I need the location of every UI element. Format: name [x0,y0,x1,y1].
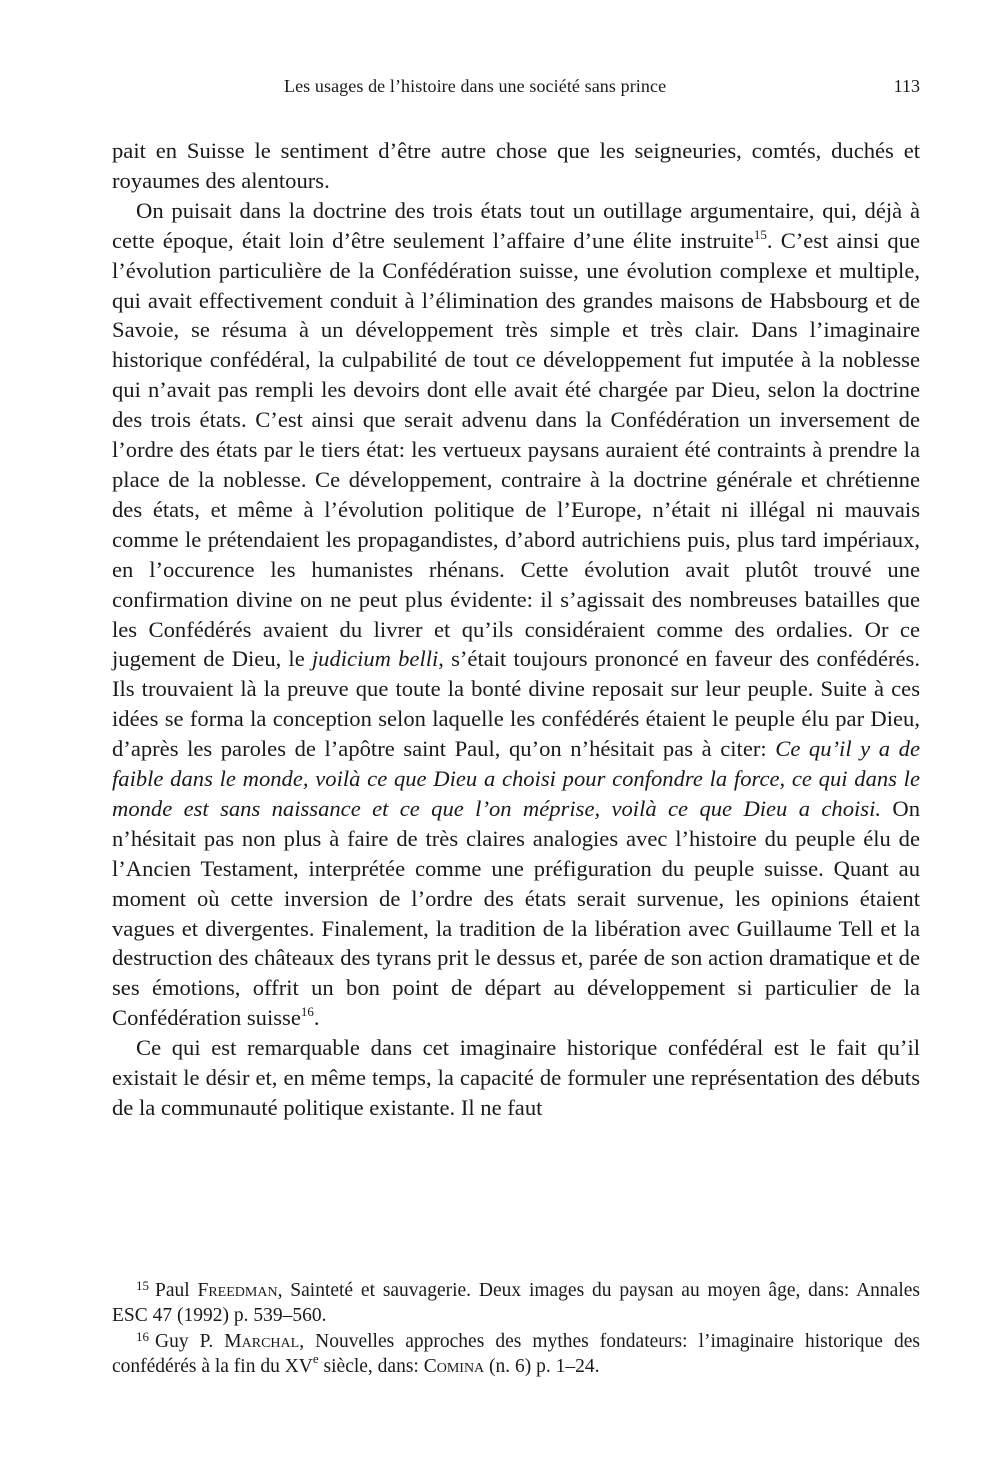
running-title: Les usages de l’histoire dans une société sans prince [284,76,667,96]
page-number: 113 [893,76,920,96]
running-head [112,76,920,100]
footnote-15: $^{15}$ Paul Freedman, Sainteté et sauvagerie. Deux images du paysan au moyen âge, dans: Annales ESC 47 (1992) p. 539–560. [112,1278,920,1326]
footnote-16: $^{16}$ Guy P. Marchal, Nouvelles approches des mythes fondateurs: l’imaginaire historique des confédérés à la fin du XVe siècle, dans: Comina (n. 6) p. 1–24. [112,1329,920,1377]
paragraph-2: On puisait dans la doctrine des trois états tout un outillage argumentaire, qui, déjà à cette époque, était loin d’être seulement l’affaire d’une élite instruite$^{15}$. C’est ainsi que l’évolution particulière de la Confédération suisse, une évolution complexe et multiple, qui avait effectivement conduit à l’élimination des grandes maisons de Habsbourg et de Savoie, se résuma à un développement très simple et très clair. Dans l’imaginaire historique confédéral, la culpabilité de tout ce développement fut imputée à la noblesse qui n’avait pas rempli les devoirs dont elle avait été chargée par Dieu, selon la doctrine des trois états. C’est ainsi que serait advenu dans la Confédération un inversement de l’ordre des états par le tiers état: les vertueux paysans auraient été contraints à prendre la place de la noblesse. Ce développement, contraire à la doctrine générale et chrétienne des états, et même à l’évolution politique de l’Europe, n’était ni illégal ni mauvais comme le prétendaient les propagandistes, d’abord autrichiens puis, plus tard impériaux, en l’occurence les humanistes rhénans. Cette évolution avait plutôt trouvé une confirmation divine on ne peut plus évidente: il s’agissait des nombreuses batailles que les Confédérés avaient du livrer et qu’ils considéraient comme des ordalies. Or ce jugement de Dieu, le judicium belli, s’était toujours prononcé en faveur des confédérés. Ils trouvaient là la preuve que toute la bonté divine reposait sur leur peuple. Suite à ces idées se forma la conception selon laquelle les confédérés étaient le peuple élu par Dieu, d’après les paroles de l’apôtre saint Paul, qu’on n’hésitait pas à citer: Ce qu’il y a de faible dans le monde, voilà ce que Dieu a choisi pour confondre la force, ce qui dans le monde est sans naissance et ce que l’on méprise, voilà ce que Dieu a choisi. On n’hésitait pas non plus à faire de très claires analogies avec l’histoire du peuple élu de l’Ancien Testament, interprétée comme une préfiguration du peuple suisse. Quant au moment où cette inversion de l’ordre des états serait survenue, les opinions étaient vagues et divergentes. Finalement, la tradition de la libération avec Guillaume Tell et la destruction des châteaux des tyrans prit le dessus et, parée de son action dramatique et de ses émotions, offrit un bon point de départ au développement si particulier de la Confédération suisse$^{16}$. [112,197,921,1031]
paragraph-1: pait en Suisse le sentiment d’être autre chose que les seigneuries, comtés, duchés et royaumes des alentours. [112,138,920,193]
italic-judicium-belli: judicium belli [311,646,439,672]
footnotes [112,1279,920,1381]
footnote-ref-16: 16 [300,1004,314,1020]
italic-quotation: Ce qu’il y a de faible dans le monde, voilà ce que Dieu a choisi pour confondre la force, ce qui dans le monde est sans naissance et ce que l’on méprise, voilà ce que Dieu a choisi. [112,736,921,821]
body-text [112,136,920,1123]
paragraph-3: Ce qui est remarquable dans cet imaginaire historique confédéral est le fait qu’il existait le désir et, en même temps, la capacité de formuler une représentation des débuts de la communauté politique existante. Il ne faut [112,1035,920,1120]
footnote-ref-15: 15 [753,226,767,242]
